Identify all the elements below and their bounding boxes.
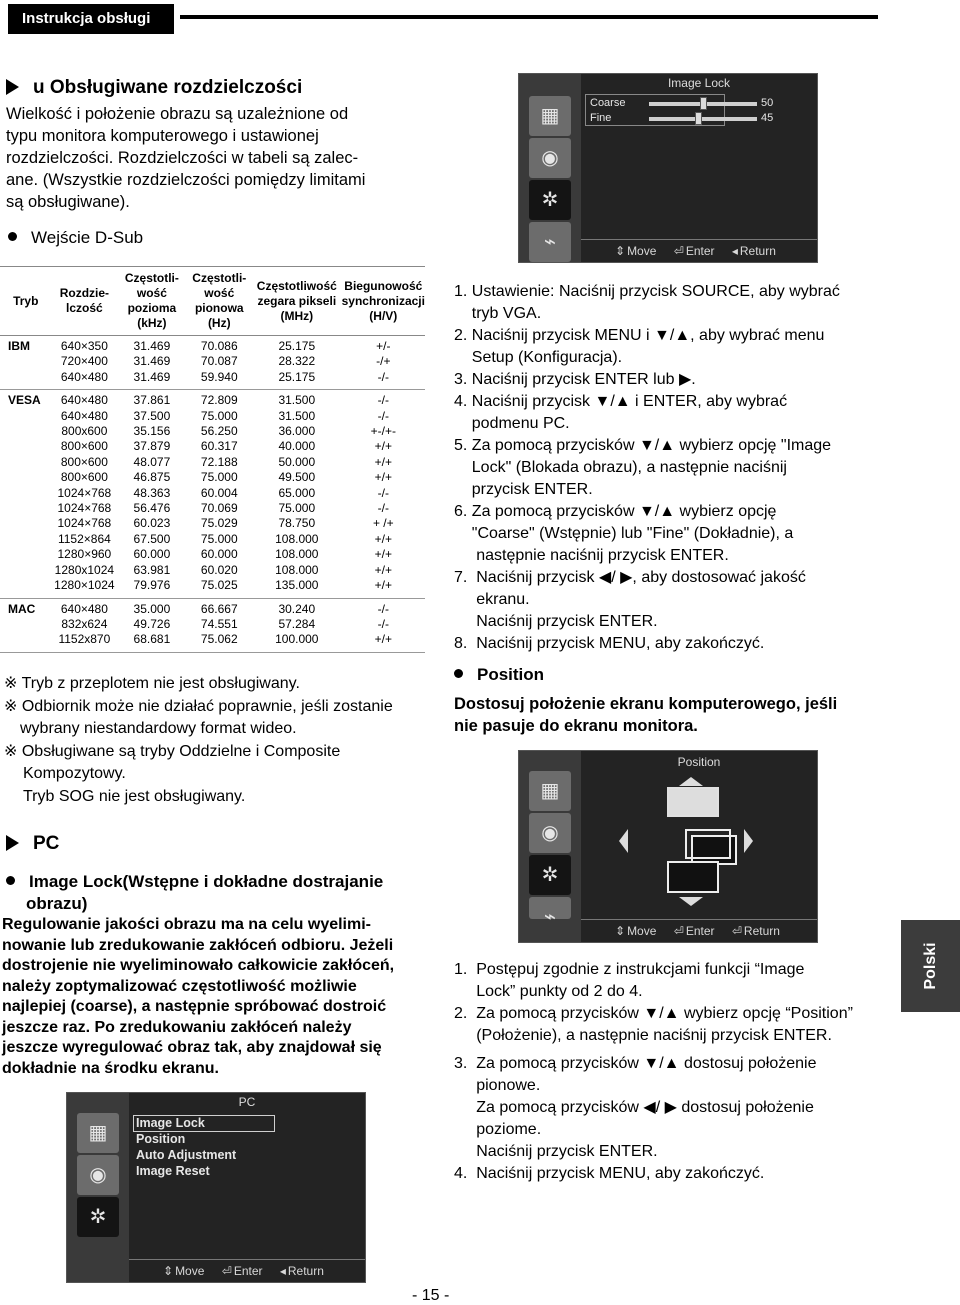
position-description (454, 693, 837, 737)
footer-return: Return (739, 244, 776, 258)
resolutions-table (0, 266, 425, 653)
image-lock-steps (454, 281, 840, 655)
position-frame-top (667, 787, 719, 817)
enter-icon: ⏎ (673, 924, 684, 938)
image-lock-heading (6, 871, 383, 915)
pc-heading (6, 832, 59, 856)
table-row (0, 598, 425, 652)
coarse-value: 50 (761, 97, 774, 109)
footer-move: Move (175, 1264, 205, 1278)
fine-value: 45 (761, 112, 774, 124)
step-line: "Coarse" (Wstępnie) lub "Fine" (Dokładnie), a (454, 525, 794, 542)
desc-line: nie pasuje do ekranu monitora. (454, 717, 698, 735)
position-heading-text: Position (477, 665, 545, 684)
osd-image-lock-panel (518, 73, 818, 263)
fine-slider-knob[interactable] (695, 112, 702, 125)
clock-cell: 30.240 57.284 100.000 (252, 598, 342, 652)
arrow-left-icon[interactable] (619, 829, 628, 853)
step-line: 6. Za pomocą przycisków ▼/▲ wybierz opcję (454, 503, 777, 520)
osd-sidebar (67, 1093, 129, 1282)
input-icon[interactable]: ⌁ (529, 897, 571, 919)
osd-title: PC (238, 1095, 256, 1109)
footer-enter: Enter (685, 244, 715, 258)
manual-header: Instrukcja obsługi (8, 4, 174, 34)
page-number: - 15 - (412, 1287, 450, 1304)
step-line: 4. Naciśnij przycisk ▼/▲ i ENTER, aby wybrać (454, 393, 788, 410)
sound-icon[interactable]: ◉ (529, 138, 571, 178)
pc-description (2, 915, 394, 1079)
step-line: Naciśnij przycisk ENTER. (454, 613, 658, 630)
intro-line: typu monitora komputerowego i ustawionej (6, 127, 319, 145)
col-polarity: Biegunowość synchronizacji (H/V) (342, 267, 425, 336)
menu-item-image-reset[interactable]: Image Reset (136, 1164, 210, 1178)
step-line: tryb VGA. (454, 305, 542, 322)
menu-item-position[interactable]: Position (136, 1132, 186, 1146)
menu-item-auto-adjustment[interactable]: Auto Adjustment (136, 1148, 237, 1162)
col-resolution: Rozdzie-lczość (52, 267, 118, 336)
coarse-slider[interactable] (649, 102, 757, 106)
col-vfreq: Częstotli-wość pionowa (Hz) (187, 267, 252, 336)
picture-icon[interactable]: ▦ (77, 1113, 119, 1153)
osd-footer (581, 239, 817, 262)
image-lock-heading-text: obrazu) (26, 894, 88, 913)
vfreq-cell: 66.667 74.551 75.062 (187, 598, 252, 652)
desc-line: nowanie lub zredukowanie zakłóceń odbioru. Jeżeli (2, 936, 394, 954)
polarity-cell: +/- -/+ -/- (342, 336, 425, 390)
sound-icon[interactable]: ◉ (77, 1155, 119, 1195)
return-icon: ◂ (731, 244, 738, 258)
bullet-dot-icon (8, 232, 17, 241)
polarity-cell: -/- -/- +-/+- +/+ +/+ +/+ -/- -/- + /+ +/+ +/+ +/+ +/+ (342, 390, 425, 598)
arrow-up-icon[interactable] (679, 777, 703, 786)
table-row (0, 390, 425, 598)
note-line: ※ Tryb z przeplotem nie jest obsługiwany. (4, 675, 300, 692)
menu-item-image-lock[interactable]: Image Lock (136, 1116, 205, 1130)
enter-icon: ⏎ (673, 244, 684, 258)
res-cell: 640×480 640×480 800x600 800×600 800×600 800×600 1024×768 1024×768 1024×768 1152×864 1280×960 1280x1024 1280×1024 (52, 390, 118, 598)
intro-line: są obsługiwane). (6, 193, 130, 211)
updown-icon: ⇕ (163, 1264, 174, 1278)
step-line: przycisk ENTER. (454, 481, 593, 498)
osd-sidebar (519, 74, 581, 262)
input-icon[interactable]: ⌁ (529, 222, 571, 262)
desc-line: najlepiej (coarse), a następnie spróbować dostroić (2, 998, 387, 1015)
sound-icon[interactable]: ◉ (529, 813, 571, 853)
footer-enter: Enter (233, 1264, 263, 1278)
step-line: Lock" (Blokada obrazu), a następnie naciśnij (454, 459, 787, 476)
step-line: Setup (Konfiguracja). (454, 349, 623, 366)
desc-line: należy zoptymalizować częstotliwość możliwie (2, 977, 357, 995)
vfreq-cell: 70.086 70.087 59.940 (187, 336, 252, 390)
resolutions-heading-text: u Obsługiwane rozdzielczości (33, 77, 303, 98)
desc-line: dostrojenie nie wyeliminowało całkowicie zakłóceń, (2, 957, 395, 974)
note-line: ※ Obsługiwane są tryby Oddzielne i Composite (4, 742, 341, 760)
coarse-slider-knob[interactable] (700, 97, 707, 110)
osd-position-panel (518, 750, 818, 943)
osd-sidebar (519, 751, 581, 942)
desc-line: Regulowanie jakości obrazu ma na celu wyelimi- (2, 916, 371, 933)
mode-cell: MAC (0, 598, 52, 652)
triangle-bullet-icon (6, 79, 19, 95)
intro-line: Wielkość i położenie obrazu są uzależnione od (6, 105, 349, 123)
col-clock: Częstotliwość zegara pikseli (MHz) (252, 267, 342, 336)
step-line: 1. Ustawienie: Naciśnij przycisk SOURCE, aby wybrać (454, 283, 840, 300)
step-line: 2. Za pomocą przycisków ▼/▲ wybierz opcję “Position” (454, 1005, 853, 1022)
step-line: Lock” punkty od 2 do 4. (454, 983, 643, 1000)
step-line: 3. Naciśnij przycisk ENTER lub ▶. (454, 371, 696, 388)
hfreq-cell: 37.861 37.500 35.156 37.879 48.077 46.875 48.363 56.476 60.023 67.500 60.000 63.981 79.976 (117, 390, 186, 598)
dsub-heading-text: Wejście D-Sub (31, 228, 144, 247)
mode-cell: VESA (0, 390, 52, 598)
intro-line: rozdzielczości. Rozdzielczości w tabeli są zalec- (6, 149, 359, 167)
language-tab-label: Polski (921, 942, 939, 990)
osd-title: Position (677, 755, 721, 769)
polarity-cell: -/- -/- +/+ (342, 598, 425, 652)
arrow-right-icon[interactable] (744, 829, 753, 853)
note-line: Tryb SOG nie jest obsługiwany. (23, 787, 246, 805)
hfreq-cell: 31.469 31.469 31.469 (117, 336, 186, 390)
footer-move: Move (627, 924, 657, 938)
enter-icon: ⏎ (221, 1264, 232, 1278)
fine-slider[interactable] (649, 117, 757, 121)
return-icon: ⏎ (731, 924, 742, 938)
setup-icon[interactable]: ✲ (529, 180, 571, 220)
res-cell: 640×480 832x624 1152x870 (52, 598, 118, 652)
step-line: pionowe. (454, 1077, 541, 1094)
coarse-label[interactable]: Coarse (590, 97, 626, 109)
note-line: Kompozytowy. (23, 765, 126, 782)
bullet-dot-icon (6, 876, 15, 885)
step-line: ekranu. (454, 591, 530, 608)
image-lock-heading-text: Image Lock(Wstępne i dokładne dostrajanie (29, 872, 384, 891)
osd-title: Image Lock (667, 76, 731, 90)
picture-icon[interactable]: ▦ (529, 771, 571, 811)
desc-line: jeszcze wyregulować obraz tak, aby znajdował się (2, 1039, 382, 1056)
bullet-dot-icon (454, 669, 463, 678)
setup-icon[interactable]: ✲ (77, 1197, 119, 1237)
desc-line: dokładnie na środku ekranu. (2, 1059, 219, 1077)
desc-line: Dostosuj położenie ekranu komputerowego, jeśli (454, 695, 838, 713)
pc-heading-text: PC (33, 833, 60, 854)
step-line: Naciśnij przycisk ENTER. (454, 1143, 658, 1160)
arrow-down-icon[interactable] (679, 897, 703, 906)
updown-icon: ⇕ (615, 244, 626, 258)
triangle-bullet-icon (6, 835, 19, 851)
table-row (0, 336, 425, 390)
picture-icon[interactable]: ▦ (529, 96, 571, 136)
osd-footer (581, 919, 817, 942)
step-line: Za pomocą przycisków ◀/ ▶ dostosuj położenie (454, 1099, 814, 1116)
step-line: podmenu PC. (454, 415, 570, 432)
step-line: 8. Naciśnij przycisk MENU, aby zakończyć. (454, 635, 765, 652)
mode-cell: IBM (0, 336, 52, 390)
table-header-row (0, 267, 425, 336)
notes (4, 673, 393, 808)
header-rule (180, 15, 878, 19)
hfreq-cell: 35.000 49.726 68.681 (117, 598, 186, 652)
dsub-heading (8, 227, 143, 249)
step-line: poziome. (454, 1121, 542, 1138)
step-line: 3. Za pomocą przycisków ▼/▲ dostosuj położenie (454, 1055, 817, 1072)
res-cell: 640×350 720×400 640×480 (52, 336, 118, 390)
position-frame-shadow (685, 829, 731, 859)
col-mode: Tryb (0, 267, 52, 336)
clock-cell: 25.175 28.322 25.175 (252, 336, 342, 390)
step-line: (Położenie), a następnie naciśnij przycisk ENTER. (454, 1027, 832, 1044)
note-line: wybrany niestandardowy format wideo. (20, 720, 297, 737)
step-line: 1. Postępuj zgodnie z instrukcjami funkcji “Image (454, 961, 805, 978)
vfreq-cell: 72.809 75.000 56.250 60.317 72.188 75.000 60.004 70.069 75.029 75.000 60.000 60.020 75.025 (187, 390, 252, 598)
step-line: 2. Naciśnij przycisk MENU i ▼/▲, aby wybrać menu (454, 327, 825, 344)
clock-cell: 31.500 31.500 36.000 40.000 50.000 49.500 65.000 75.000 78.750 108.000 108.000 108.000 135.000 (252, 390, 342, 598)
setup-icon[interactable]: ✲ (529, 855, 571, 895)
intro-line: ane. (Wszystkie rozdzielczości pomiędzy limitami (6, 171, 366, 189)
footer-move: Move (627, 244, 657, 258)
position-heading (454, 664, 544, 686)
step-line: 7. Naciśnij przycisk ◀/ ▶, aby dostosować jakość (454, 569, 806, 586)
osd-pc-panel (66, 1092, 366, 1283)
note-line: ※ Odbiornik może nie działać poprawnie, jeśli zostanie (4, 697, 393, 715)
position-frame-bottom (667, 861, 719, 893)
col-hfreq: Częstotli-wość pozioma (kHz) (117, 267, 186, 336)
desc-line: jeszcze raz. Po zredukowaniu zakłóceń należy (2, 1018, 352, 1036)
step-line: 4. Naciśnij przycisk MENU, aby zakończyć. (454, 1165, 765, 1182)
step-line: 5. Za pomocą przycisków ▼/▲ wybierz opcję "Image (454, 437, 832, 454)
osd-footer (129, 1259, 365, 1282)
footer-return: Return (743, 924, 780, 938)
position-steps (454, 959, 853, 1185)
footer-return: Return (287, 1264, 324, 1278)
language-tab (901, 920, 960, 1012)
return-icon: ◂ (279, 1264, 286, 1278)
resolutions-heading (6, 76, 302, 100)
resolutions-intro (6, 103, 365, 213)
fine-label[interactable]: Fine (590, 112, 612, 124)
step-line: następnie naciśnij przycisk ENTER. (454, 547, 729, 564)
updown-icon: ⇕ (615, 924, 626, 938)
footer-enter: Enter (685, 924, 715, 938)
